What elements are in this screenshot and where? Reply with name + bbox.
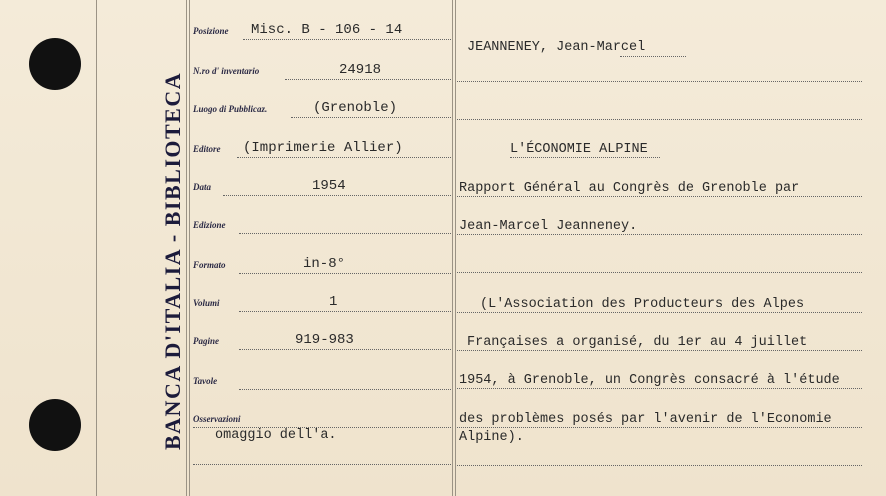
field-editore	[193, 128, 451, 158]
description-line: Rapport Général au Congrès de Grenoble par	[459, 181, 800, 196]
field-luogo	[193, 88, 451, 118]
field-value: 1	[329, 294, 338, 310]
field-label: Volumi	[193, 298, 220, 308]
field-dotted-line	[193, 463, 451, 465]
field-dotted-line	[239, 272, 451, 274]
column-rule-left	[186, 0, 187, 496]
field-tavole	[193, 360, 451, 390]
field-label: Formato	[193, 260, 226, 270]
observations-note: omaggio dell'a.	[215, 428, 337, 443]
field-dotted-line	[237, 156, 451, 158]
library-side-title: BANCA D'ITALIA - BIBLIOTECA	[160, 71, 185, 450]
field-dotted-line	[239, 388, 451, 390]
ruled-line	[457, 80, 862, 82]
field-label: Luogo di Pubblicaz.	[193, 104, 268, 114]
field-pagine	[193, 320, 451, 350]
field-dotted-line	[239, 232, 451, 234]
field-value: 24918	[339, 62, 382, 78]
field-value: 919-983	[295, 332, 354, 348]
field-label: N.ro d' inventario	[193, 66, 260, 76]
field-value: (Imprimerie Allier)	[243, 140, 403, 156]
field-value: 1954	[312, 178, 346, 194]
field-osservazioni	[193, 398, 451, 428]
field-label: Data	[193, 182, 211, 192]
ruled-line	[457, 118, 862, 120]
field-value: in-8°	[303, 256, 346, 272]
field-label: Pagine	[193, 336, 219, 346]
ruled-line	[620, 55, 686, 57]
field-dotted-line	[285, 78, 451, 80]
field-dotted-line	[223, 194, 451, 196]
ruled-line	[457, 464, 862, 466]
field-volumi	[193, 282, 451, 312]
description-line: des problèmes posés par l'avenir de l'Economie	[459, 412, 832, 427]
field-dotted-line	[291, 116, 451, 118]
description-line: Alpine).	[459, 430, 524, 445]
description-line: (L'Association des Producteurs des Alpes	[480, 297, 805, 312]
field-dotted-line	[243, 38, 451, 40]
field-value: (Grenoble)	[313, 100, 398, 116]
field-inventario	[193, 50, 451, 80]
field-label: Osservazioni	[193, 414, 241, 424]
field-label: Posizione	[193, 26, 229, 36]
field-label: Editore	[193, 144, 221, 154]
ruled-line	[457, 271, 862, 273]
field-label: Edizione	[193, 220, 226, 230]
description-line: Jean-Marcel Jeanneney.	[459, 219, 638, 234]
column-rule-middle	[452, 0, 453, 496]
description-line: 1954, à Grenoble, un Congrès consacré à l'étude	[459, 373, 840, 388]
book-title: L'ÉCONOMIE ALPINE	[510, 142, 648, 157]
field-posizione	[193, 10, 451, 40]
field-dotted-line	[239, 348, 451, 350]
field-value: Misc. B - 106 - 14	[251, 22, 403, 38]
punch-hole-top	[29, 38, 81, 90]
author-heading: JEANNENEY, Jean-Marcel	[467, 40, 646, 55]
field-dotted-line	[239, 310, 451, 312]
field-edizione	[193, 204, 451, 234]
description-line: Françaises a organisé, du 1er au 4 juillet	[467, 335, 808, 350]
field-label: Tavole	[193, 376, 218, 386]
punch-hole-bottom	[29, 399, 81, 451]
field-data	[193, 166, 451, 196]
field-formato	[193, 244, 451, 274]
margin-rule	[96, 0, 97, 496]
